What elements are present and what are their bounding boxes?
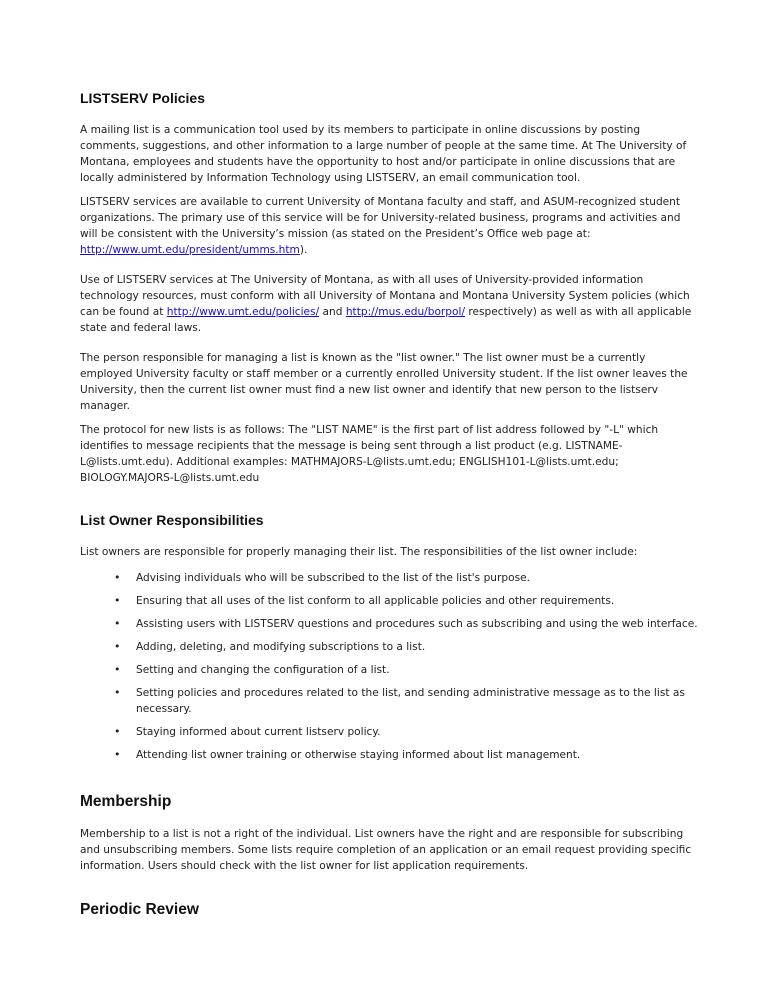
bullet-icon: • <box>114 748 121 761</box>
list-item <box>80 662 700 678</box>
heading-listserv-policies: LISTSERV Policies <box>80 90 206 106</box>
list-item-text: Assisting users with LISTSERV questions and procedures such as subscribing and using the web interface. <box>136 618 698 630</box>
link-mus-borpol[interactable]: http://mus.edu/borpol/ <box>345 306 466 318</box>
heading-list-owner-responsibilities: List Owner Responsibilities <box>80 512 264 528</box>
paragraph-conformance <box>80 272 700 336</box>
list-item-text: Adding, deleting, and modifying subscriptions to a list. <box>136 641 426 653</box>
list-item <box>80 570 700 586</box>
paragraph-text: respectively) as well as with all applicable state and federal laws. <box>80 306 692 334</box>
paragraph-availability <box>80 194 700 258</box>
bullet-icon: • <box>114 686 121 699</box>
bullet-icon: • <box>114 725 121 738</box>
list-item <box>80 593 700 609</box>
list-item-text: Advising individuals who will be subscribed to the list of the list's purpose. <box>136 572 530 584</box>
paragraph-list-owner: The person responsible for managing a list is known as the "list owner." The list owner must be a currently employed University faculty or staff member or a currently enrolled University student. If the list owner leaves the University, then the current list owner must find a new list owner and identify that new person to the listserv manager. <box>80 352 688 412</box>
paragraph-owner-intro: List owners are responsible for properly managing their list. The responsibilities of the list owner include: <box>80 546 638 558</box>
paragraph-text: ). <box>299 244 308 256</box>
list-item <box>80 685 700 717</box>
paragraph-text: Use of LISTSERV services at The University of Montana, as with all uses of University-provided information technology resources, must conform with all University of Montana and Montana University System policies (which can be found at <box>80 274 690 318</box>
heading-periodic-review: Periodic Review <box>80 901 199 918</box>
bullet-icon: • <box>114 663 121 676</box>
list-item-text: Ensuring that all uses of the list conform to all applicable policies and other requirements. <box>136 595 615 607</box>
heading-membership: Membership <box>80 793 172 810</box>
bullet-icon: • <box>114 640 121 653</box>
bullet-icon: • <box>114 571 121 584</box>
list-item <box>80 639 700 655</box>
list-item-text: Staying informed about current listserv policy. <box>136 726 381 738</box>
list-item <box>80 724 700 740</box>
bullet-icon: • <box>114 594 121 607</box>
paragraph-protocol: The protocol for new lists is as follows: The "LIST NAME" is the first part of list address followed by "-L" which identifies to message recipients that the message is being sent through a list product (e.g. LISTNAME-L@lists.umt.edu). Additional examples: MATHMAJORS-L@lists.umt.edu; ENGLISH101-L@lists.umt.edu; BIOLOGY.MAJORS-L@lists.umt.edu <box>80 424 659 484</box>
link-umt-policies[interactable]: http://www.umt.edu/policies/ <box>166 306 320 318</box>
paragraph-intro: A mailing list is a communication tool used by its members to participate in online discussions by posting comments, suggestions, and other information to a large number of people at the same time. At The University of Montana, employees and students have the opportunity to host and/or participate in online discussions that are locally administered by Information Technology using LISTSERV, an email communication tool. <box>80 124 687 184</box>
list-item <box>80 747 700 763</box>
list-item <box>80 616 700 632</box>
document-page <box>80 88 700 920</box>
bullet-icon: • <box>114 617 121 630</box>
link-president-umms[interactable]: http://www.umt.edu/president/umms.htm <box>80 244 300 256</box>
responsibilities-list <box>80 570 700 763</box>
list-item-text: Setting and changing the configuration of a list. <box>136 664 390 676</box>
list-item-text: Setting policies and procedures related to the list, and sending administrative message as to the list as necessary. <box>136 687 685 715</box>
paragraph-membership: Membership to a list is not a right of the individual. List owners have the right and are responsible for subscribing and unsubscribing members. Some lists require completion of an application or an email request providing specific information. Users should check with the list owner for list application requirements. <box>80 828 692 872</box>
paragraph-text: LISTSERV services are available to current University of Montana faculty and staff, and ASUM-recognized student organizations. The primary use of this service will be for University-related business, programs and activities and will be consistent with the University’s mission (as stated on the President’s Office web page at: <box>80 196 681 240</box>
paragraph-text: and <box>319 306 346 318</box>
list-item-text: Attending list owner training or otherwise staying informed about list management. <box>136 749 581 761</box>
